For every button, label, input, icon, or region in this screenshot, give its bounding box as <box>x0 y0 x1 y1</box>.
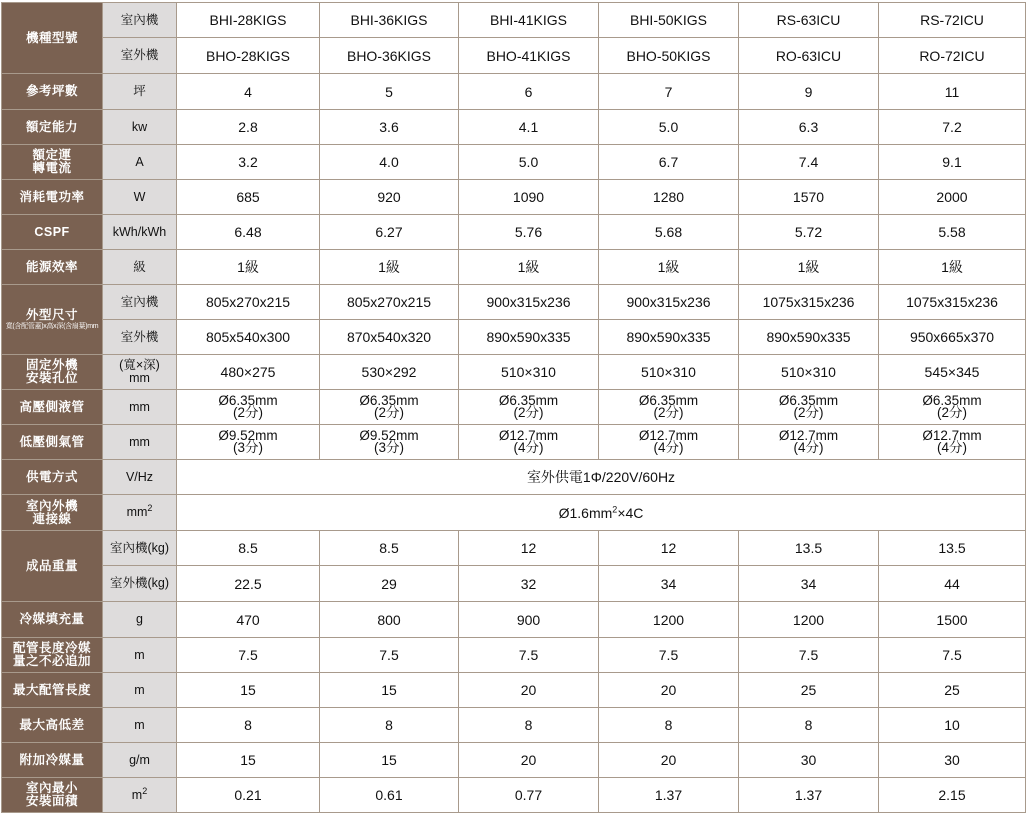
pipe-note: (2分) <box>233 405 263 420</box>
cell-value: 4 <box>177 74 320 110</box>
cell-value: 15 <box>177 673 320 708</box>
pipe-cell <box>177 390 320 425</box>
cell-value: 3.2 <box>177 145 320 180</box>
cell-value: 6.3 <box>739 110 879 145</box>
outdoor-model: BHO-36KIGS <box>320 38 459 74</box>
row-unit: mm <box>103 425 177 460</box>
cspf-row <box>2 215 1026 250</box>
pipe-cell <box>320 425 459 460</box>
cell-value: 890x590x335 <box>739 320 879 355</box>
cell-value: 890x590x335 <box>599 320 739 355</box>
cell-value: 0.61 <box>320 778 459 813</box>
row-label: 高壓側液管 <box>2 390 103 425</box>
row-sublabel: 寬(含配管蓋)x高x深(含扇葉)mm <box>5 322 99 330</box>
cell-value: 8 <box>177 708 320 743</box>
pipe-note: (2分) <box>937 405 967 420</box>
row-label: 成品重量 <box>2 531 103 602</box>
row-unit-line: mm <box>129 371 150 385</box>
row-unit: m <box>103 673 177 708</box>
cell-value: 545×345 <box>879 355 1026 390</box>
pipe-cell <box>320 390 459 425</box>
refrigerant-row <box>2 602 1026 638</box>
row-unit: m <box>103 708 177 743</box>
cell-value: 900x315x236 <box>599 285 739 320</box>
cell-value: 30 <box>739 743 879 778</box>
cell-value: 44 <box>879 566 1026 602</box>
row-unit: V/Hz <box>103 460 177 495</box>
no-charge-length-row <box>2 638 1026 673</box>
cell-value: 5.76 <box>459 215 599 250</box>
cell-value: 6.48 <box>177 215 320 250</box>
model-outdoor-row <box>2 38 1026 74</box>
cell-value: 1級 <box>177 250 320 285</box>
unit-sup: 2 <box>142 785 148 796</box>
cell-value: 20 <box>599 743 739 778</box>
row-label: 附加冷媒量 <box>2 743 103 778</box>
cell-value: 2.8 <box>177 110 320 145</box>
cell-value: 800 <box>320 602 459 638</box>
indoor-model: RS-72ICU <box>879 3 1026 38</box>
row-unit: g/m <box>103 743 177 778</box>
weight-outdoor-row <box>2 566 1026 602</box>
cell-value: 7.5 <box>739 638 879 673</box>
pipe-size: Ø12.7mm <box>922 428 982 443</box>
pipe-note: (4分) <box>653 440 684 455</box>
cell-value: 900 <box>459 602 599 638</box>
outdoor-label: 室外機(kg) <box>103 566 177 602</box>
model-category: 機種型號 <box>2 3 103 74</box>
cell-value: 6 <box>459 74 599 110</box>
cell-value: 8 <box>739 708 879 743</box>
max-length-row <box>2 673 1026 708</box>
cell-value: 890x590x335 <box>459 320 599 355</box>
cell-value: 1075x315x236 <box>879 285 1026 320</box>
row-label: CSPF <box>2 215 103 250</box>
pipe-cell <box>739 390 879 425</box>
row-unit: kWh/kWh <box>103 215 177 250</box>
cell-value: 8.5 <box>320 531 459 566</box>
row-label-line: 安裝孔位 <box>25 371 78 385</box>
pipe-size: Ø6.35mm <box>922 393 982 408</box>
outdoor-label: 室外機 <box>103 320 177 355</box>
row-label <box>2 285 103 355</box>
pipe-note: (4分) <box>513 440 544 455</box>
cell-value: 12 <box>459 531 599 566</box>
capacity-row <box>2 110 1026 145</box>
cell-value: 530×292 <box>320 355 459 390</box>
cell-value: 20 <box>599 673 739 708</box>
pipe-size: Ø12.7mm <box>778 428 839 443</box>
area-row <box>2 74 1026 110</box>
row-unit: kw <box>103 110 177 145</box>
cell-value: 1200 <box>599 602 739 638</box>
cell-value: 9.1 <box>879 145 1026 180</box>
cell-value: 0.21 <box>177 778 320 813</box>
cell-value: 2000 <box>879 180 1026 215</box>
row-label-line: 安裝面積 <box>25 794 78 808</box>
pipe-cell <box>599 425 739 460</box>
cell-value: 0.77 <box>459 778 599 813</box>
cell-value: 15 <box>320 743 459 778</box>
cell-value: 22.5 <box>177 566 320 602</box>
row-label-line: 室內外機 <box>25 498 78 513</box>
row-label: 能源效率 <box>2 250 103 285</box>
row-label: 參考坪數 <box>2 74 103 110</box>
cell-value: 1075x315x236 <box>739 285 879 320</box>
cell-value: 32 <box>459 566 599 602</box>
pipe-size: Ø6.35mm <box>778 393 839 408</box>
cell-value: 7 <box>599 74 739 110</box>
cell-value: 470 <box>177 602 320 638</box>
cell-value: 5.0 <box>599 110 739 145</box>
row-label: 最大配管長度 <box>2 673 103 708</box>
cell-value: 30 <box>879 743 1026 778</box>
outdoor-model: BHO-28KIGS <box>177 38 320 74</box>
pipe-size: Ø12.7mm <box>638 428 699 443</box>
pipe-size: Ø6.35mm <box>359 393 419 408</box>
row-label <box>2 145 103 180</box>
pipe-size: Ø9.52mm <box>218 428 278 443</box>
power-row <box>2 180 1026 215</box>
cell-value: 510×310 <box>739 355 879 390</box>
row-label: 最大高低差 <box>2 708 103 743</box>
wire-value <box>177 495 1026 531</box>
pipe-size: Ø6.35mm <box>218 393 278 408</box>
cell-value: 5.68 <box>599 215 739 250</box>
cell-value: 7.4 <box>739 145 879 180</box>
cell-value: 5.72 <box>739 215 879 250</box>
cell-value: 1級 <box>879 250 1026 285</box>
cell-value: 2.15 <box>879 778 1026 813</box>
pipe-note: (2分) <box>513 405 544 420</box>
efficiency-row <box>2 250 1026 285</box>
cell-value: 29 <box>320 566 459 602</box>
cell-value: 13.5 <box>879 531 1026 566</box>
cell-value: 7.2 <box>879 110 1026 145</box>
cell-value: 4.0 <box>320 145 459 180</box>
outdoor-model: RO-63ICU <box>739 38 879 74</box>
pipe-cell <box>879 425 1026 460</box>
cell-value: 1.37 <box>599 778 739 813</box>
row-label-line: 室內最小 <box>25 781 78 795</box>
dimensions-outdoor-row <box>2 320 1026 355</box>
cell-value: 1090 <box>459 180 599 215</box>
wire-row <box>2 495 1026 531</box>
row-unit <box>103 355 177 390</box>
pipe-note: (3分) <box>374 440 404 455</box>
row-label <box>2 495 103 531</box>
pipe-size: Ø6.35mm <box>498 393 559 408</box>
row-label-line: 固定外機 <box>25 358 78 372</box>
cell-value: 20 <box>459 743 599 778</box>
cell-value: 7.5 <box>879 638 1026 673</box>
indoor-model: BHI-41KIGS <box>459 3 599 38</box>
cell-value: 805x270x215 <box>177 285 320 320</box>
row-label: 冷媒填充量 <box>2 602 103 638</box>
cell-value: 870x540x320 <box>320 320 459 355</box>
cell-value: 480×275 <box>177 355 320 390</box>
min-area-row <box>2 778 1026 813</box>
cell-value: 950x665x370 <box>879 320 1026 355</box>
unit-base: mm <box>126 505 148 519</box>
gas-pipe-row <box>2 425 1026 460</box>
liquid-pipe-row <box>2 390 1026 425</box>
pipe-note: (4分) <box>793 440 824 455</box>
cell-value: 5 <box>320 74 459 110</box>
pipe-note: (3分) <box>233 440 263 455</box>
cell-value: 1級 <box>599 250 739 285</box>
cell-value: 34 <box>739 566 879 602</box>
outdoor-model: RO-72ICU <box>879 38 1026 74</box>
indoor-label: 室內機 <box>103 285 177 320</box>
cell-value: 12 <box>599 531 739 566</box>
cell-value: 1級 <box>459 250 599 285</box>
unit-base: m <box>131 787 143 802</box>
cell-value: 1級 <box>320 250 459 285</box>
row-label <box>2 778 103 813</box>
row-unit <box>103 495 177 531</box>
cell-value: 6.7 <box>599 145 739 180</box>
outdoor-model: BHO-50KIGS <box>599 38 739 74</box>
cell-value: 11 <box>879 74 1026 110</box>
row-label: 低壓側氣管 <box>2 425 103 460</box>
wire-sup: 2 <box>612 503 618 514</box>
cell-value: 1280 <box>599 180 739 215</box>
outdoor-label: 室外機 <box>103 38 177 74</box>
cell-value: 805x540x300 <box>177 320 320 355</box>
row-label-line: 量之不必追加 <box>12 654 91 668</box>
cell-value: 1500 <box>879 602 1026 638</box>
cell-value: 1.37 <box>739 778 879 813</box>
unit-sup: 2 <box>147 502 153 513</box>
mounting-row <box>2 355 1026 390</box>
pipe-note: (2分) <box>374 405 404 420</box>
cell-value: 8 <box>459 708 599 743</box>
row-unit <box>103 778 177 813</box>
cell-value: 6.27 <box>320 215 459 250</box>
weight-indoor-row <box>2 531 1026 566</box>
spec-table <box>1 2 1026 813</box>
model-indoor-row <box>2 3 1026 38</box>
cell-value: 510×310 <box>599 355 739 390</box>
row-label-line: 配管長度冷媒 <box>12 641 91 655</box>
outdoor-model: BHO-41KIGS <box>459 38 599 74</box>
cell-value: 920 <box>320 180 459 215</box>
row-label: 供電方式 <box>2 460 103 495</box>
cell-value: 805x270x215 <box>320 285 459 320</box>
pipe-note: (2分) <box>793 405 824 420</box>
cell-value: 25 <box>879 673 1026 708</box>
pipe-cell <box>739 425 879 460</box>
row-label <box>2 355 103 390</box>
row-label: 額定能力 <box>2 110 103 145</box>
cell-value: 34 <box>599 566 739 602</box>
cell-value: 1570 <box>739 180 879 215</box>
pipe-note: (2分) <box>653 405 684 420</box>
row-label-line: 連接線 <box>32 511 72 526</box>
cell-value: 5.0 <box>459 145 599 180</box>
pipe-cell <box>459 390 599 425</box>
pipe-size: Ø9.52mm <box>359 428 419 443</box>
row-unit: mm <box>103 390 177 425</box>
indoor-label: 室內機(kg) <box>103 531 177 566</box>
indoor-model: RS-63ICU <box>739 3 879 38</box>
row-label-line: 額定運 <box>32 148 72 162</box>
wire-suffix: ×4C <box>617 504 644 521</box>
cell-value: 7.5 <box>459 638 599 673</box>
row-label: 消耗電功率 <box>2 180 103 215</box>
pipe-note: (4分) <box>937 440 967 455</box>
cell-value: 13.5 <box>739 531 879 566</box>
indoor-model: BHI-28KIGS <box>177 3 320 38</box>
pipe-cell <box>459 425 599 460</box>
cell-value: 3.6 <box>320 110 459 145</box>
cell-value: 510×310 <box>459 355 599 390</box>
cell-value: 4.1 <box>459 110 599 145</box>
row-label-line: 轉電流 <box>32 161 72 175</box>
cell-value: 8 <box>599 708 739 743</box>
dimensions-indoor-row <box>2 285 1026 320</box>
row-label <box>2 638 103 673</box>
cell-value: 8.5 <box>177 531 320 566</box>
indoor-model: BHI-50KIGS <box>599 3 739 38</box>
row-unit: 坪 <box>103 74 177 110</box>
cell-value: 7.5 <box>320 638 459 673</box>
row-unit: g <box>103 602 177 638</box>
cell-value: 7.5 <box>177 638 320 673</box>
cell-value: 25 <box>739 673 879 708</box>
indoor-label: 室內機 <box>103 3 177 38</box>
cell-value: 8 <box>320 708 459 743</box>
cell-value: 20 <box>459 673 599 708</box>
current-row <box>2 145 1026 180</box>
pipe-size: Ø12.7mm <box>498 428 559 443</box>
row-unit: 級 <box>103 250 177 285</box>
power-supply-row <box>2 460 1026 495</box>
pipe-cell <box>599 390 739 425</box>
indoor-model: BHI-36KIGS <box>320 3 459 38</box>
cell-value: 7.5 <box>599 638 739 673</box>
row-unit: m <box>103 638 177 673</box>
cell-value: 685 <box>177 180 320 215</box>
row-unit: A <box>103 145 177 180</box>
row-unit: W <box>103 180 177 215</box>
row-unit-line: (寬×深) <box>119 358 160 372</box>
cell-value: 5.58 <box>879 215 1026 250</box>
additional-refrigerant-row <box>2 743 1026 778</box>
cell-value: 9 <box>739 74 879 110</box>
pipe-cell <box>177 425 320 460</box>
max-height-row <box>2 708 1026 743</box>
cell-value: 1200 <box>739 602 879 638</box>
cell-value: 900x315x236 <box>459 285 599 320</box>
cell-value: 1級 <box>739 250 879 285</box>
cell-value: 15 <box>177 743 320 778</box>
power-supply-value: 室外供電1Φ/220V/60Hz <box>177 460 1026 495</box>
pipe-cell <box>879 390 1026 425</box>
cell-value: 10 <box>879 708 1026 743</box>
cell-value: 15 <box>320 673 459 708</box>
wire-prefix: Ø1.6mm <box>558 504 613 521</box>
row-label-line: 外型尺寸 <box>25 307 78 322</box>
pipe-size: Ø6.35mm <box>638 393 699 408</box>
